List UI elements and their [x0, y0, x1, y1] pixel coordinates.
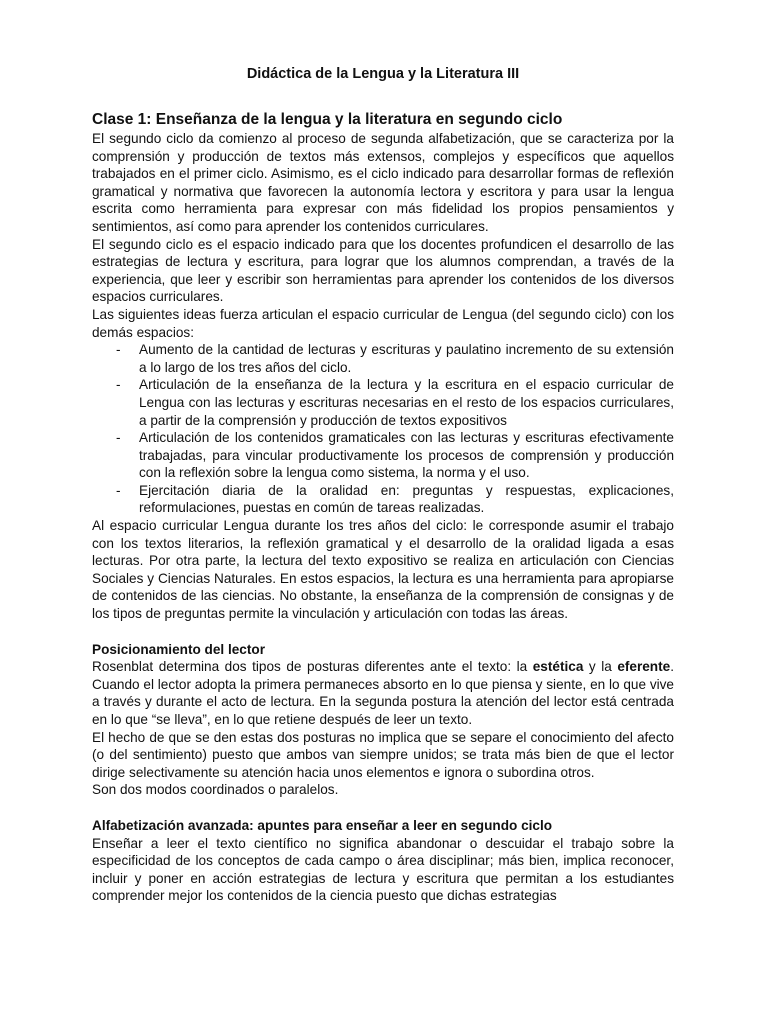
text-run: y la [583, 659, 618, 675]
paragraph: Las siguientes ideas fuerza articulan el espacio curricular de Lengua (del segundo ciclo) con los demás espacios: [92, 306, 674, 340]
paragraph: El segundo ciclo es el espacio indicado para que los docentes profundicen el desarrollo de las estrategias de lectura y escritura, para lograr que los alumnos comprendan, a través de la experiencia, que leer y escribir son herramientas para aprender los contenidos de los diversos espacios curriculares. [92, 236, 674, 305]
paragraph: Al espacio curricular Lengua durante los tres años del ciclo: le corresponde asumir el trabajo con los textos literarios, la reflexión gramatical y el desarrollo de la oralidad ligada a esas lecturas. Por otra parte, la lectura del texto expositivo se realiza en articulación con Ciencias Sociales y Ciencias Naturales. En estos espacios, la lectura es una herramienta para apropiarse de contenidos de las ciencias. No obstante, la enseñanza de la comprensión de consignas y de los tipos de preguntas permite la vinculación y articulación con todas las áreas. [92, 518, 674, 622]
paragraph: El hecho de que se den estas dos posturas no implica que se separe el conocimiento del afecto (o del sentimiento) puesto que ambos van siempre unidos; se trata más bien de que el lector dirige selectivamente su atención hacia unos elementos e ignora o subordina otros. [92, 729, 674, 780]
bold-term-eferente: eferente [617, 659, 671, 675]
dash-marker: - [116, 430, 121, 446]
list-item [116, 341, 674, 376]
paragraph: Enseñar a leer el texto científico no significa abandonar o descuidar el trabajo sobre la especificidad de los conceptos de cada campo o área disciplinar; más bien, implica reconocer, incluir y poner en acción estrategias de lectura y escritura que permitan a los estudiantes comprender mejor los contenidos de la ciencia puesto que dichas estrategias [92, 835, 674, 904]
document-title: Didáctica de la Lengua y la Literatura III [246, 66, 520, 82]
list-item-text: Aumento de la cantidad de lecturas y escrituras y paulatino incremento de su extensión a lo largo de los tres años del ciclo. [139, 342, 674, 375]
document-body [92, 110, 674, 905]
section-heading-alfabetizacion: Alfabetización avanzada: apuntes para enseñar a leer en segundo ciclo [92, 817, 553, 833]
bullet-list [92, 341, 674, 517]
list-item-text: Articulación de los contenidos gramaticales con las lecturas y escrituras efectivamente trabajadas, para vincular productivamente los procesos de comprensión y producción con la reflexión sobre la lengua como sistema, la norma y el uso. [139, 430, 674, 481]
dash-marker: - [116, 342, 121, 358]
spacer [92, 799, 674, 817]
text-run: Rosenblat determina dos tipos de posturas diferentes ante el texto: la [92, 659, 533, 675]
list-item [116, 482, 674, 517]
paragraph: El segundo ciclo da comienzo al proceso de segunda alfabetización, que se caracteriza por la comprensión y producción de textos más extensos, complejos y específicos que aquellos trabajados en el primer ciclo. Asimismo, es el ciclo indicado para desarrollar formas de reflexión gramatical y normativa que favorecen la autonomía lectora y escritora y para usar la lengua escrita como herramienta para expresar con más fidelidad los propios pensamientos y sentimientos, así como para aprender los contenidos curriculares. [92, 131, 674, 234]
spacer [92, 623, 674, 641]
paragraph [92, 658, 674, 728]
list-item-text: Ejercitación diaria de la oralidad en: preguntas y respuestas, explicaciones, reformulaciones, puestas en común de tareas realizadas. [139, 482, 674, 516]
list-item-text: Articulación de la enseñanza de la lectura y la escritura en el espacio curricular de Lengua con las lecturas y escrituras necesarias en el resto de los espacios curriculares, a partir de la comprensión y producción de textos expositivos [139, 377, 674, 428]
text-run: . Cuando el lector adopta la primera permaneces absorto en lo que piensa y siente, en lo que vive a través y durante el acto de lectura. En la segunda postura la atención del lector está centrada en lo que “se lleva”, en lo que retiene después de leer un texto. [92, 659, 674, 727]
dash-marker: - [116, 482, 121, 498]
section-heading-clase-1: Clase 1: Enseñanza de la lengua y la literatura en segundo ciclo [92, 111, 563, 128]
list-item [116, 376, 674, 429]
bold-term-estetica: estética [532, 659, 584, 675]
dash-marker: - [116, 377, 121, 393]
list-item [116, 429, 674, 482]
section-heading-posicionamiento: Posicionamiento del lector [92, 641, 265, 657]
paragraph: Son dos modos coordinados o paralelos. [92, 782, 339, 798]
